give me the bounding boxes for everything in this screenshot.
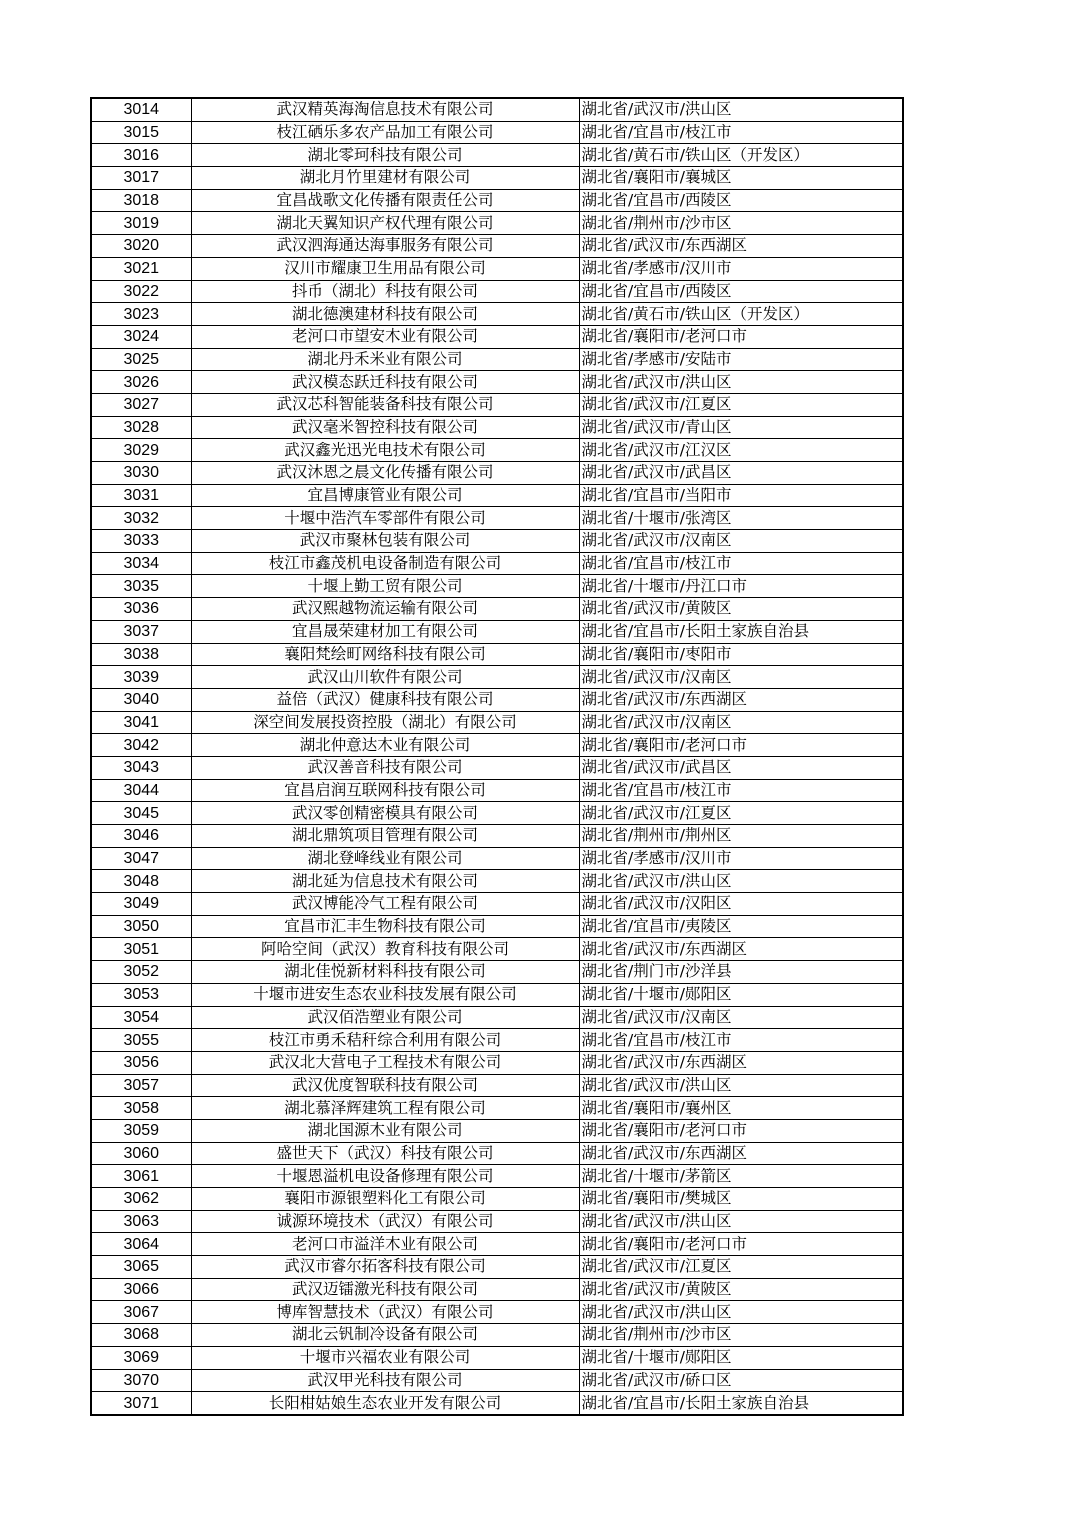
company-name-cell: 武汉毫米智控科技有限公司	[191, 416, 579, 439]
table-row	[91, 1051, 903, 1074]
company-name-cell: 武汉沐恩之晨文化传播有限公司	[191, 462, 579, 485]
company-name-cell: 十堰市兴福农业有限公司	[191, 1346, 579, 1369]
company-name-cell: 宜昌市汇丰生物科技有限公司	[191, 915, 579, 938]
table-row	[91, 371, 903, 394]
row-id-cell: 3061	[91, 1165, 191, 1188]
company-name-cell: 湖北延为信息技术有限公司	[191, 870, 579, 893]
row-id-cell: 3070	[91, 1369, 191, 1392]
table-row	[91, 1256, 903, 1279]
table-row	[91, 416, 903, 439]
row-id-cell: 3047	[91, 847, 191, 870]
company-name-cell: 湖北鼎筑项目管理有限公司	[191, 825, 579, 848]
company-name-cell: 诚源环境技术（武汉）有限公司	[191, 1210, 579, 1233]
row-id-cell: 3040	[91, 688, 191, 711]
company-name-cell: 抖币（湖北）科技有限公司	[191, 280, 579, 303]
table-row	[91, 325, 903, 348]
region-cell: 湖北省/武汉市/汉阳区	[579, 893, 903, 916]
company-name-cell: 宜昌晟荣建材加工有限公司	[191, 620, 579, 643]
company-name-cell: 武汉泗海通达海事服务有限公司	[191, 235, 579, 258]
table-row	[91, 1210, 903, 1233]
row-id-cell: 3014	[91, 98, 191, 121]
row-id-cell: 3057	[91, 1074, 191, 1097]
table-row	[91, 257, 903, 280]
company-name-cell: 武汉优度智联科技有限公司	[191, 1074, 579, 1097]
company-name-cell: 湖北月竹里建材有限公司	[191, 167, 579, 190]
table-row	[91, 1006, 903, 1029]
table-row	[91, 1369, 903, 1392]
region-cell: 湖北省/武汉市/汉南区	[579, 530, 903, 553]
table-row	[91, 1029, 903, 1052]
table-row	[91, 121, 903, 144]
region-cell: 湖北省/孝感市/安陆市	[579, 348, 903, 371]
region-cell: 湖北省/十堰市/茅箭区	[579, 1165, 903, 1188]
company-name-cell: 武汉佰浩塑业有限公司	[191, 1006, 579, 1029]
region-cell: 湖北省/武汉市/洪山区	[579, 98, 903, 121]
company-name-cell: 襄阳梵绘町网络科技有限公司	[191, 643, 579, 666]
company-name-cell: 十堰市进安生态农业科技发展有限公司	[191, 983, 579, 1006]
row-id-cell: 3016	[91, 144, 191, 167]
row-id-cell: 3029	[91, 439, 191, 462]
row-id-cell: 3019	[91, 212, 191, 235]
region-cell: 湖北省/襄阳市/襄城区	[579, 167, 903, 190]
company-name-cell: 深空间发展投资控股（湖北）有限公司	[191, 711, 579, 734]
region-cell: 湖北省/武汉市/洪山区	[579, 1074, 903, 1097]
company-name-cell: 武汉熙越物流运输有限公司	[191, 598, 579, 621]
company-name-cell: 武汉博能冷气工程有限公司	[191, 893, 579, 916]
table-row	[91, 235, 903, 258]
row-id-cell: 3055	[91, 1029, 191, 1052]
region-cell: 湖北省/宜昌市/枝江市	[579, 779, 903, 802]
region-cell: 湖北省/宜昌市/西陵区	[579, 189, 903, 212]
region-cell: 湖北省/武汉市/武昌区	[579, 462, 903, 485]
region-cell: 湖北省/十堰市/郧阳区	[579, 983, 903, 1006]
company-name-cell: 十堰恩溢机电设备修理有限公司	[191, 1165, 579, 1188]
company-name-cell: 枝江硒乐多农产品加工有限公司	[191, 121, 579, 144]
region-cell: 湖北省/武汉市/汉南区	[579, 1006, 903, 1029]
company-name-cell: 湖北登峰线业有限公司	[191, 847, 579, 870]
region-cell: 湖北省/武汉市/江夏区	[579, 1256, 903, 1279]
row-id-cell: 3044	[91, 779, 191, 802]
region-cell: 湖北省/武汉市/洪山区	[579, 1210, 903, 1233]
company-name-cell: 长阳柑姑娘生态农业开发有限公司	[191, 1392, 579, 1415]
table-row	[91, 462, 903, 485]
company-name-cell: 宜昌战歌文化传播有限责任公司	[191, 189, 579, 212]
table-row	[91, 167, 903, 190]
table-row	[91, 552, 903, 575]
row-id-cell: 3022	[91, 280, 191, 303]
row-id-cell: 3069	[91, 1346, 191, 1369]
region-cell: 湖北省/襄阳市/老河口市	[579, 734, 903, 757]
table-row	[91, 1324, 903, 1347]
company-name-cell: 枝江市勇禾秸秆综合利用有限公司	[191, 1029, 579, 1052]
table-row	[91, 620, 903, 643]
table-row	[91, 961, 903, 984]
table-row	[91, 802, 903, 825]
table-row	[91, 280, 903, 303]
region-cell: 湖北省/孝感市/汉川市	[579, 257, 903, 280]
region-cell: 湖北省/宜昌市/枝江市	[579, 1029, 903, 1052]
table-row	[91, 779, 903, 802]
table-row	[91, 915, 903, 938]
row-id-cell: 3023	[91, 303, 191, 326]
company-name-cell: 武汉善音科技有限公司	[191, 756, 579, 779]
company-name-cell: 宜昌启润互联网科技有限公司	[191, 779, 579, 802]
row-id-cell: 3054	[91, 1006, 191, 1029]
table-row	[91, 734, 903, 757]
region-cell: 湖北省/宜昌市/西陵区	[579, 280, 903, 303]
region-cell: 湖北省/武汉市/黄陂区	[579, 598, 903, 621]
row-id-cell: 3046	[91, 825, 191, 848]
region-cell: 湖北省/孝感市/汉川市	[579, 847, 903, 870]
company-name-cell: 武汉零创精密模具有限公司	[191, 802, 579, 825]
company-name-cell: 湖北零珂科技有限公司	[191, 144, 579, 167]
row-id-cell: 3036	[91, 598, 191, 621]
table-row	[91, 1119, 903, 1142]
row-id-cell: 3053	[91, 983, 191, 1006]
row-id-cell: 3028	[91, 416, 191, 439]
row-id-cell: 3071	[91, 1392, 191, 1415]
region-cell: 湖北省/襄阳市/樊城区	[579, 1188, 903, 1211]
row-id-cell: 3026	[91, 371, 191, 394]
row-id-cell: 3065	[91, 1256, 191, 1279]
region-cell: 湖北省/武汉市/洪山区	[579, 371, 903, 394]
region-cell: 湖北省/武汉市/江夏区	[579, 802, 903, 825]
company-list-table	[90, 97, 904, 1416]
row-id-cell: 3045	[91, 802, 191, 825]
table-row	[91, 530, 903, 553]
table-row	[91, 598, 903, 621]
row-id-cell: 3048	[91, 870, 191, 893]
table-row	[91, 144, 903, 167]
region-cell: 湖北省/武汉市/东西湖区	[579, 688, 903, 711]
region-cell: 湖北省/荆门市/沙洋县	[579, 961, 903, 984]
row-id-cell: 3018	[91, 189, 191, 212]
company-name-cell: 枝江市鑫茂机电设备制造有限公司	[191, 552, 579, 575]
row-id-cell: 3025	[91, 348, 191, 371]
region-cell: 湖北省/宜昌市/当阳市	[579, 484, 903, 507]
region-cell: 湖北省/武汉市/江夏区	[579, 393, 903, 416]
company-name-cell: 湖北云钒制冷设备有限公司	[191, 1324, 579, 1347]
table-row	[91, 507, 903, 530]
region-cell: 湖北省/宜昌市/枝江市	[579, 121, 903, 144]
table-row	[91, 847, 903, 870]
table-row	[91, 98, 903, 121]
table-row	[91, 688, 903, 711]
table-row	[91, 1278, 903, 1301]
table-row	[91, 189, 903, 212]
row-id-cell: 3068	[91, 1324, 191, 1347]
row-id-cell: 3063	[91, 1210, 191, 1233]
table-row	[91, 1074, 903, 1097]
row-id-cell: 3041	[91, 711, 191, 734]
table-row	[91, 393, 903, 416]
row-id-cell: 3056	[91, 1051, 191, 1074]
region-cell: 湖北省/襄阳市/枣阳市	[579, 643, 903, 666]
company-name-cell: 湖北仲意达木业有限公司	[191, 734, 579, 757]
region-cell: 湖北省/武汉市/硚口区	[579, 1369, 903, 1392]
region-cell: 湖北省/黄石市/铁山区（开发区）	[579, 144, 903, 167]
company-name-cell: 武汉芯科智能装备科技有限公司	[191, 393, 579, 416]
row-id-cell: 3051	[91, 938, 191, 961]
table-row	[91, 575, 903, 598]
table-row	[91, 439, 903, 462]
row-id-cell: 3049	[91, 893, 191, 916]
region-cell: 湖北省/武汉市/东西湖区	[579, 235, 903, 258]
row-id-cell: 3032	[91, 507, 191, 530]
company-name-cell: 益倍（武汉）健康科技有限公司	[191, 688, 579, 711]
company-name-cell: 武汉市睿尔拓客科技有限公司	[191, 1256, 579, 1279]
company-name-cell: 盛世天下（武汉）科技有限公司	[191, 1142, 579, 1165]
table-row	[91, 893, 903, 916]
row-id-cell: 3027	[91, 393, 191, 416]
region-cell: 湖北省/武汉市/东西湖区	[579, 1142, 903, 1165]
region-cell: 湖北省/武汉市/洪山区	[579, 1301, 903, 1324]
company-name-cell: 湖北慕泽辉建筑工程有限公司	[191, 1097, 579, 1120]
row-id-cell: 3062	[91, 1188, 191, 1211]
row-id-cell: 3031	[91, 484, 191, 507]
company-name-cell: 湖北佳悦新材料科技有限公司	[191, 961, 579, 984]
row-id-cell: 3042	[91, 734, 191, 757]
table-row	[91, 1346, 903, 1369]
row-id-cell: 3066	[91, 1278, 191, 1301]
table-row	[91, 1165, 903, 1188]
company-name-cell: 襄阳市源银塑料化工有限公司	[191, 1188, 579, 1211]
row-id-cell: 3058	[91, 1097, 191, 1120]
company-name-cell: 十堰中浩汽车零部件有限公司	[191, 507, 579, 530]
table-row	[91, 666, 903, 689]
table-row	[91, 711, 903, 734]
table-row	[91, 938, 903, 961]
region-cell: 湖北省/武汉市/汉南区	[579, 711, 903, 734]
table-row	[91, 643, 903, 666]
company-name-cell: 博库智慧技术（武汉）有限公司	[191, 1301, 579, 1324]
company-name-cell: 武汉迈镭激光科技有限公司	[191, 1278, 579, 1301]
region-cell: 湖北省/武汉市/东西湖区	[579, 1051, 903, 1074]
region-cell: 湖北省/宜昌市/长阳土家族自治县	[579, 620, 903, 643]
company-name-cell: 武汉鑫光迅光电技术有限公司	[191, 439, 579, 462]
table-row	[91, 484, 903, 507]
row-id-cell: 3017	[91, 167, 191, 190]
company-name-cell: 武汉北大营电子工程技术有限公司	[191, 1051, 579, 1074]
table-row	[91, 1188, 903, 1211]
region-cell: 湖北省/宜昌市/长阳土家族自治县	[579, 1392, 903, 1415]
row-id-cell: 3037	[91, 620, 191, 643]
row-id-cell: 3033	[91, 530, 191, 553]
company-name-cell: 阿哈空间（武汉）教育科技有限公司	[191, 938, 579, 961]
company-name-cell: 十堰上勤工贸有限公司	[191, 575, 579, 598]
table-row	[91, 303, 903, 326]
row-id-cell: 3035	[91, 575, 191, 598]
company-name-cell: 湖北天翼知识产权代理有限公司	[191, 212, 579, 235]
row-id-cell: 3060	[91, 1142, 191, 1165]
region-cell: 湖北省/宜昌市/枝江市	[579, 552, 903, 575]
row-id-cell: 3052	[91, 961, 191, 984]
row-id-cell: 3038	[91, 643, 191, 666]
row-id-cell: 3021	[91, 257, 191, 280]
company-name-cell: 老河口市溢洋木业有限公司	[191, 1233, 579, 1256]
company-name-cell: 武汉精英海淘信息技术有限公司	[191, 98, 579, 121]
company-name-cell: 武汉甲光科技有限公司	[191, 1369, 579, 1392]
region-cell: 湖北省/襄阳市/老河口市	[579, 325, 903, 348]
table-row	[91, 1142, 903, 1165]
region-cell: 湖北省/黄石市/铁山区（开发区）	[579, 303, 903, 326]
region-cell: 湖北省/十堰市/郧阳区	[579, 1346, 903, 1369]
region-cell: 湖北省/襄阳市/襄州区	[579, 1097, 903, 1120]
table-row	[91, 870, 903, 893]
row-id-cell: 3015	[91, 121, 191, 144]
table-row	[91, 756, 903, 779]
table-row	[91, 825, 903, 848]
row-id-cell: 3043	[91, 756, 191, 779]
region-cell: 湖北省/宜昌市/夷陵区	[579, 915, 903, 938]
row-id-cell: 3034	[91, 552, 191, 575]
company-name-cell: 湖北丹禾米业有限公司	[191, 348, 579, 371]
table-body	[91, 98, 903, 1415]
company-name-cell: 武汉市聚林包装有限公司	[191, 530, 579, 553]
company-name-cell: 老河口市望安木业有限公司	[191, 325, 579, 348]
region-cell: 湖北省/武汉市/武昌区	[579, 756, 903, 779]
region-cell: 湖北省/荆州市/沙市区	[579, 212, 903, 235]
row-id-cell: 3020	[91, 235, 191, 258]
region-cell: 湖北省/十堰市/张湾区	[579, 507, 903, 530]
table-row	[91, 1301, 903, 1324]
table-row	[91, 983, 903, 1006]
region-cell: 湖北省/武汉市/汉南区	[579, 666, 903, 689]
region-cell: 湖北省/襄阳市/老河口市	[579, 1233, 903, 1256]
company-name-cell: 武汉山川软件有限公司	[191, 666, 579, 689]
region-cell: 湖北省/武汉市/江汉区	[579, 439, 903, 462]
region-cell: 湖北省/武汉市/东西湖区	[579, 938, 903, 961]
company-name-cell: 湖北国源木业有限公司	[191, 1119, 579, 1142]
region-cell: 湖北省/武汉市/青山区	[579, 416, 903, 439]
row-id-cell: 3067	[91, 1301, 191, 1324]
table-row	[91, 1233, 903, 1256]
row-id-cell: 3030	[91, 462, 191, 485]
row-id-cell: 3064	[91, 1233, 191, 1256]
table-row	[91, 212, 903, 235]
company-name-cell: 湖北德澳建材科技有限公司	[191, 303, 579, 326]
region-cell: 湖北省/武汉市/洪山区	[579, 870, 903, 893]
table-row	[91, 1392, 903, 1415]
region-cell: 湖北省/荆州市/荆州区	[579, 825, 903, 848]
table-row	[91, 1097, 903, 1120]
company-name-cell: 汉川市耀康卫生用品有限公司	[191, 257, 579, 280]
company-name-cell: 宜昌博康管业有限公司	[191, 484, 579, 507]
region-cell: 湖北省/襄阳市/老河口市	[579, 1119, 903, 1142]
table-row	[91, 348, 903, 371]
region-cell: 湖北省/十堰市/丹江口市	[579, 575, 903, 598]
row-id-cell: 3059	[91, 1119, 191, 1142]
company-name-cell: 武汉模态跃迁科技有限公司	[191, 371, 579, 394]
region-cell: 湖北省/武汉市/黄陂区	[579, 1278, 903, 1301]
region-cell: 湖北省/荆州市/沙市区	[579, 1324, 903, 1347]
row-id-cell: 3039	[91, 666, 191, 689]
row-id-cell: 3024	[91, 325, 191, 348]
row-id-cell: 3050	[91, 915, 191, 938]
